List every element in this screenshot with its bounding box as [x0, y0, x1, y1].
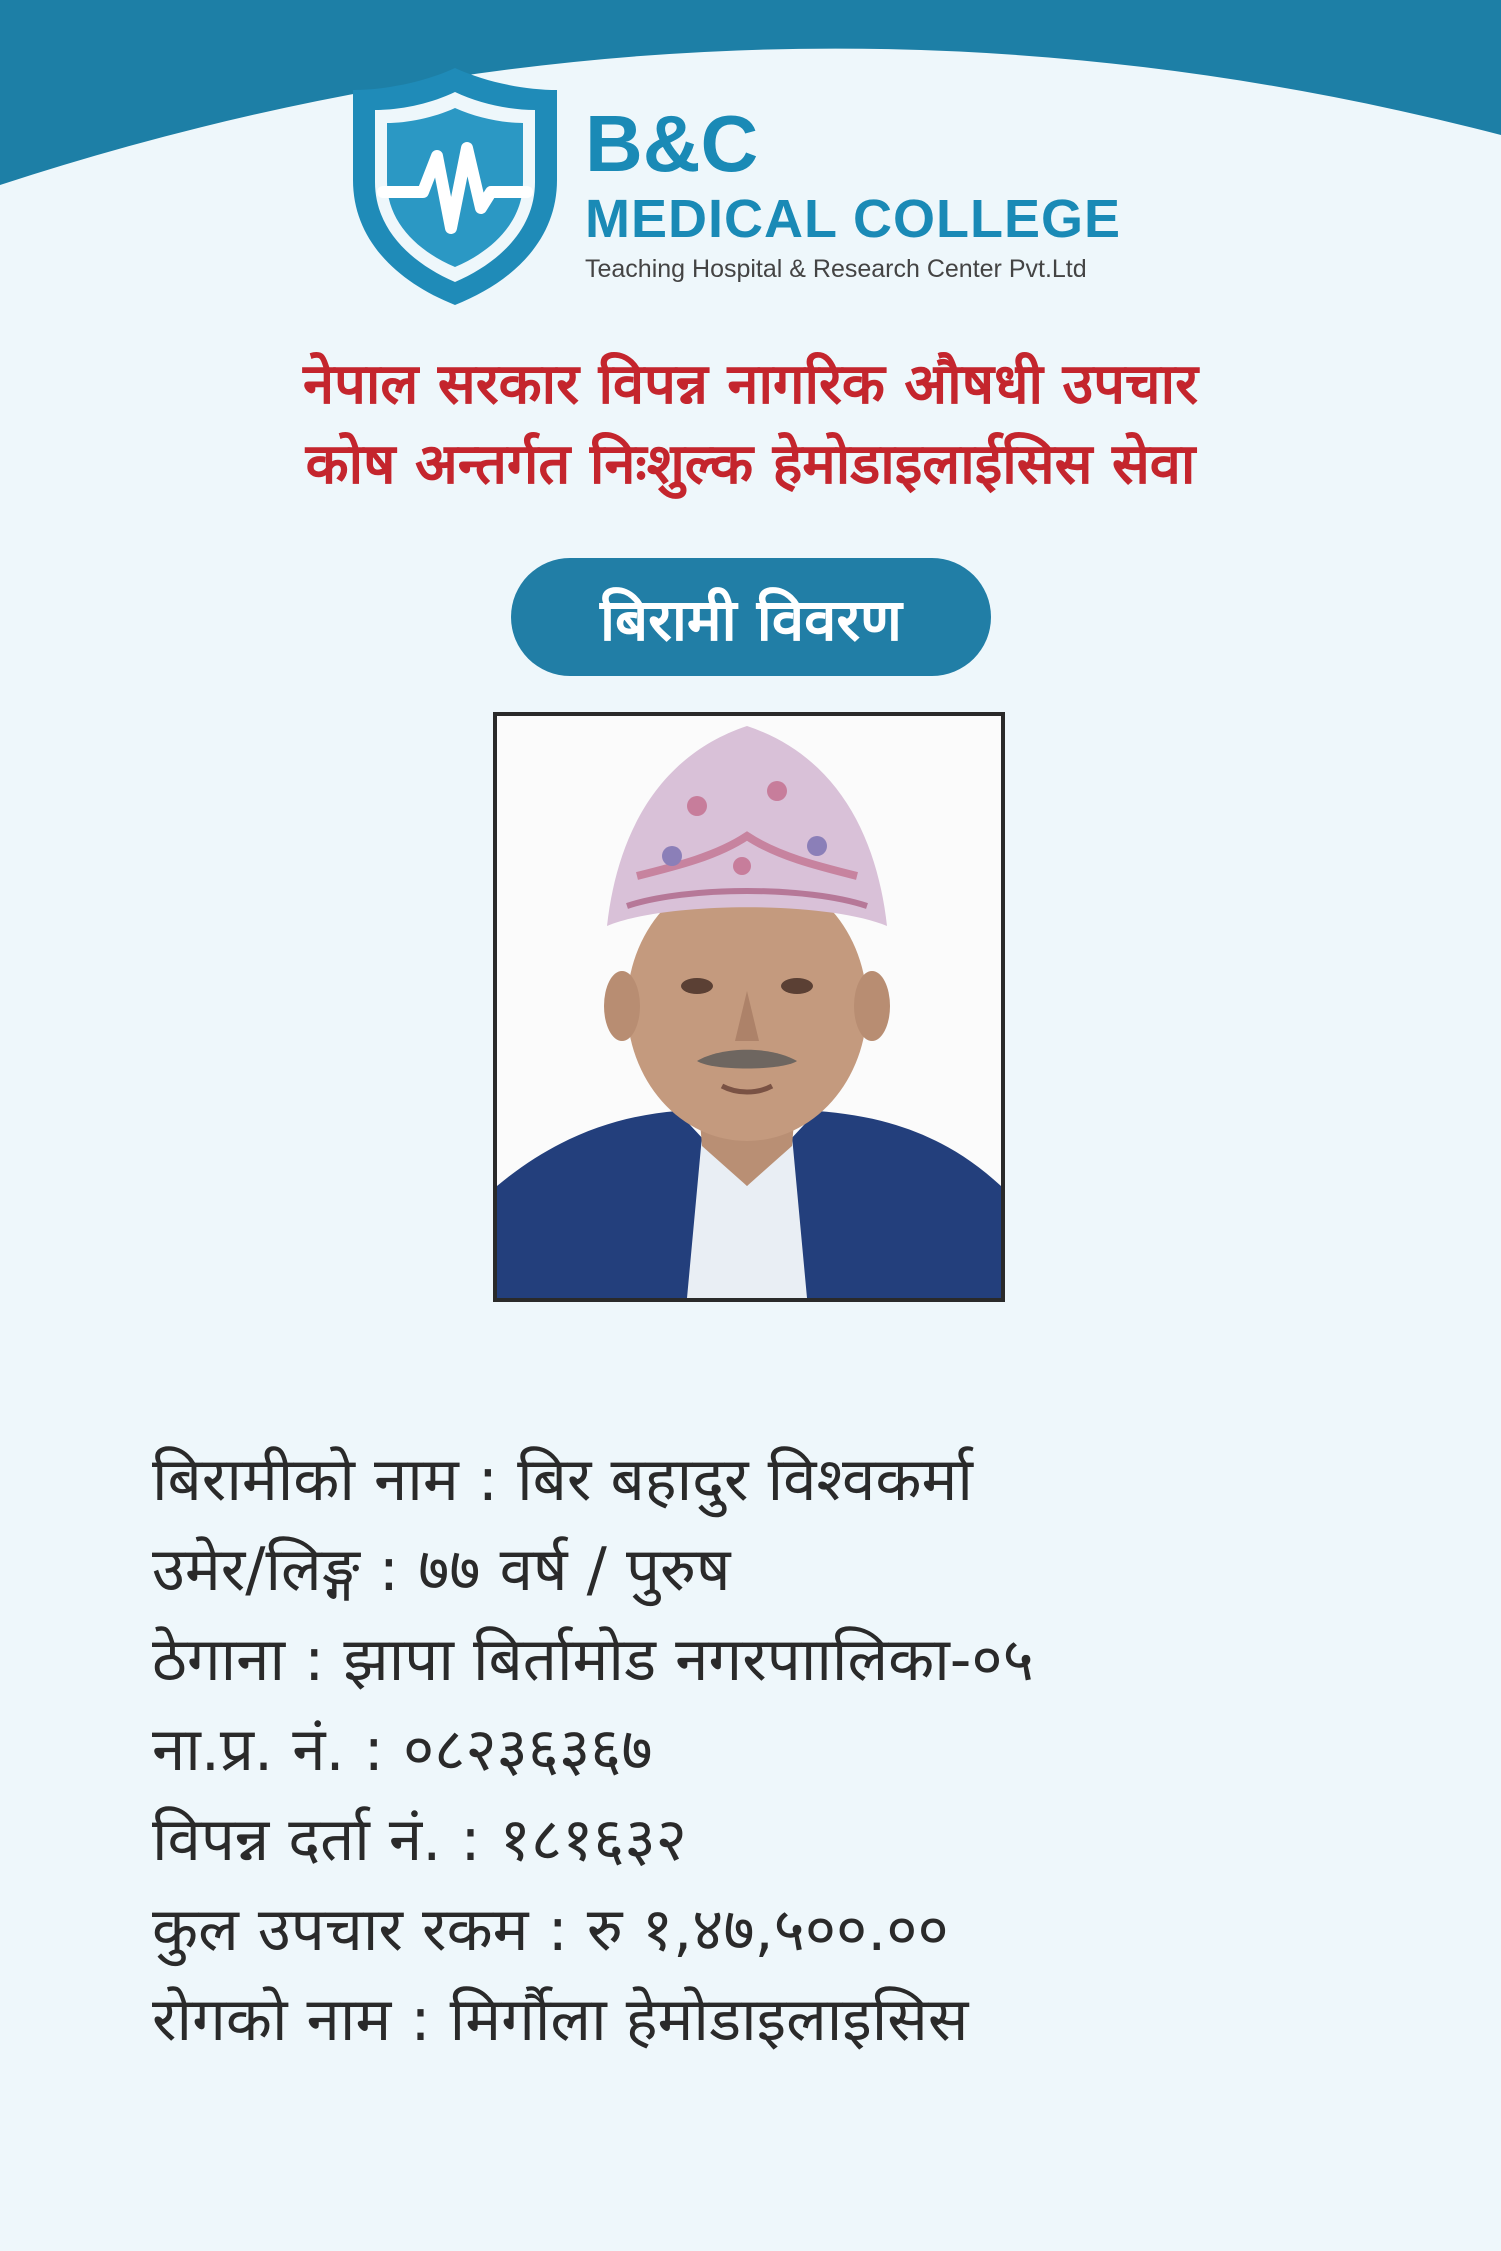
detail-label: उमेर/लिङ्ग: [152, 1535, 360, 1605]
detail-row-registration: [152, 1795, 1392, 1885]
detail-separator: :: [378, 1535, 400, 1605]
section-badge: बिरामी विवरण: [511, 558, 991, 676]
detail-separator: :: [363, 1715, 384, 1785]
detail-value: ०८२३६३६७: [402, 1715, 653, 1785]
detail-row-age-sex: [152, 1525, 1392, 1615]
headline-line-1: नेपाल सरकार विपन्न नागरिक औषधी उपचार: [303, 352, 1198, 417]
detail-separator: :: [547, 1895, 568, 1965]
detail-separator: :: [304, 1625, 325, 1695]
patient-photo: [493, 712, 1005, 1302]
detail-row-name: [152, 1435, 1392, 1525]
detail-label: ना.प्र. नं.: [152, 1715, 345, 1785]
detail-value: १८१६३२: [499, 1805, 687, 1875]
detail-label: विपन्न दर्ता नं.: [152, 1805, 442, 1875]
detail-value: ७७ वर्ष / पुरुष: [418, 1535, 731, 1605]
brand-tagline: Teaching Hospital & Research Center Pvt.Ltd: [585, 255, 1087, 283]
shield-heartbeat-icon: [345, 60, 565, 310]
detail-label: ठेगाना: [152, 1625, 286, 1695]
detail-row-citizenship: [152, 1705, 1392, 1795]
brand-name: B&C: [585, 99, 759, 188]
detail-label: कुल उपचार रकम: [152, 1895, 529, 1965]
brand-subtitle: MEDICAL COLLEGE: [585, 189, 1122, 249]
headline-line-2: कोष अन्तर्गत निःशुल्क हेमोडाइलाईसिस सेवा: [305, 432, 1196, 497]
detail-value: झापा बिर्तामोड नगरपाालिका-०५: [343, 1625, 1034, 1695]
detail-label: बिरामीको नाम: [152, 1445, 459, 1515]
brand-block: [585, 100, 1305, 286]
detail-separator: :: [410, 1985, 431, 2055]
detail-row-address: [152, 1615, 1392, 1705]
program-headline: [0, 345, 1501, 505]
detail-label: रोगको नाम: [152, 1985, 392, 2055]
detail-value: रु १,४७,५००.००: [586, 1895, 949, 1965]
patient-details: [152, 1435, 1392, 2065]
detail-value: बिर बहादुर विश्वकर्मा: [517, 1445, 973, 1515]
detail-row-disease: [152, 1975, 1392, 2065]
detail-separator: :: [477, 1445, 499, 1515]
detail-value: मिर्गौला हेमोडाइलाइसिस: [449, 1985, 969, 2055]
detail-row-amount: [152, 1885, 1392, 1975]
detail-separator: :: [460, 1805, 481, 1875]
